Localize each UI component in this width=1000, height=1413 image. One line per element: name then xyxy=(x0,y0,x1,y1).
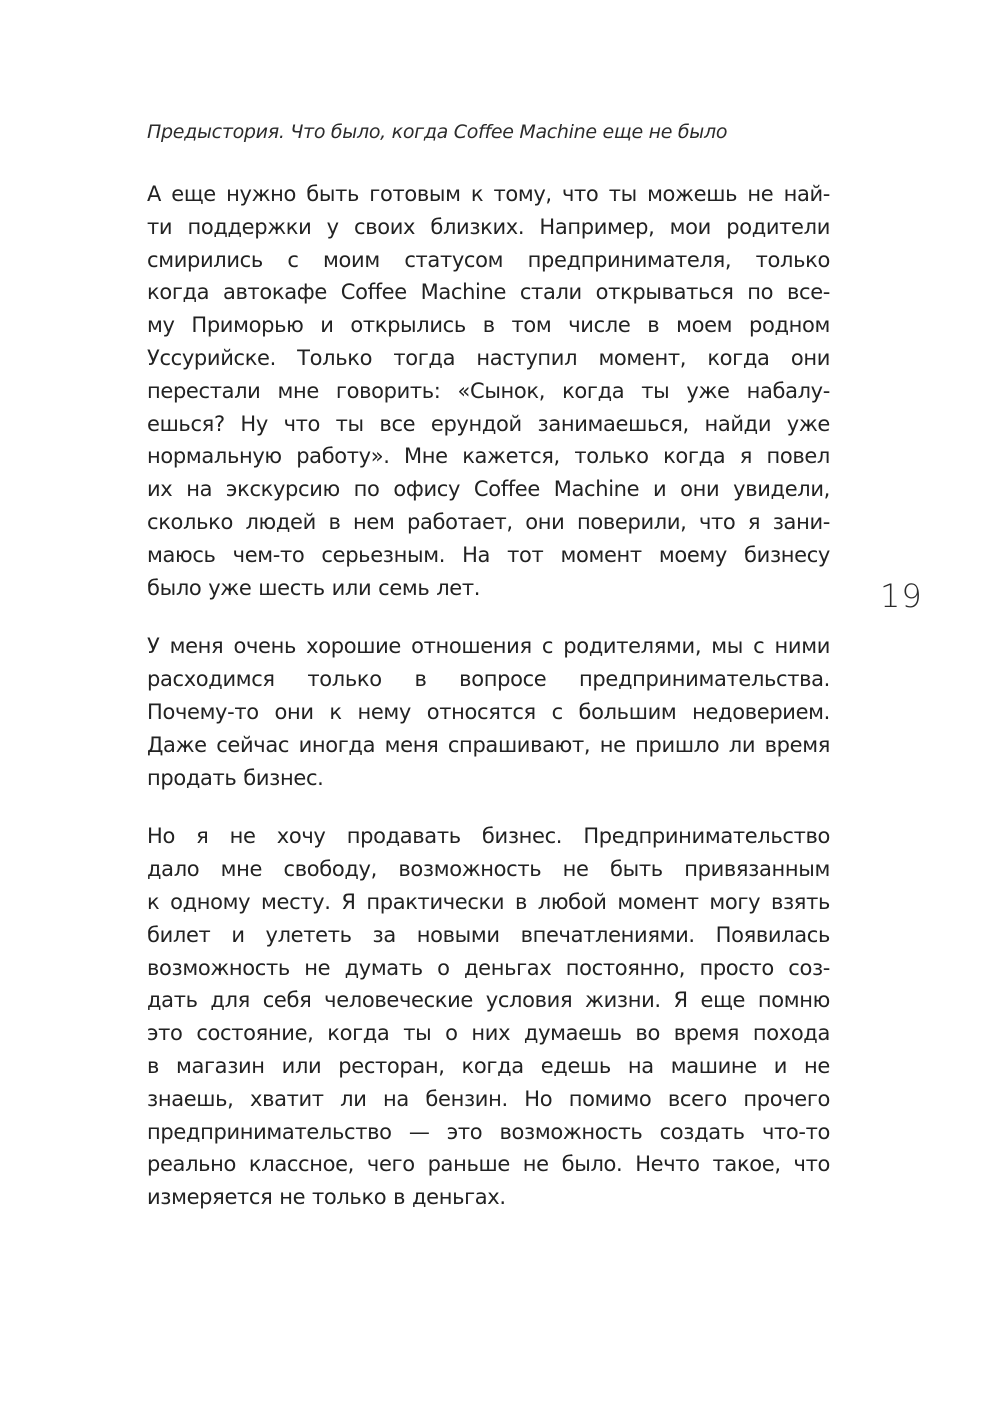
text-line: реально классное, чего раньше не было. Нечто такое, что xyxy=(147,1152,830,1177)
paragraph-3 xyxy=(147,820,830,1214)
text-line: дать для себя человеческие условия жизни. Я еще помню xyxy=(147,988,830,1013)
text-line: Но я не хочу продавать бизнес. Предпринимательство xyxy=(147,824,830,849)
text-line: маюсь чем-то серьезным. На тот момент моему бизнесу xyxy=(147,542,830,567)
page-number: 19 xyxy=(880,577,923,615)
text-line: к одному месту. Я практически в любой момент могу взять xyxy=(147,889,830,914)
text-line: знаешь, хватит ли на бензин. Но помимо всего прочего xyxy=(147,1086,830,1111)
text-line: дало мне свободу, возможность не быть привязанным xyxy=(147,857,830,882)
text-line: расходимся только в вопросе предпринимательства. xyxy=(147,667,830,692)
text-line: А еще нужно быть готовым к тому, что ты можешь не най- xyxy=(147,182,830,206)
text-line: возможность не думать о деньгах постоянно, просто соз- xyxy=(147,955,830,980)
text-line: ешься? Ну что ты все ерундой занимаешься, найди уже xyxy=(147,411,830,436)
text-line: Даже сейчас иногда меня спрашивают, не пришло ли время xyxy=(147,732,830,757)
text-line: ти поддержки у своих близких. Например, мои родители xyxy=(147,214,830,239)
text-line: му Приморью и открылись в том числе в моем родном xyxy=(147,313,830,338)
text-line: когда автокафе Coffee Machine стали открываться по все- xyxy=(147,280,830,305)
text-line: Уссурийске. Только тогда наступил момент, когда они xyxy=(147,345,830,370)
running-header: Предыстория. Что было, когда Coffee Machine еще не было xyxy=(147,121,728,143)
text-line: перестали мне говорить: «Сынок, когда ты уже набалу- xyxy=(147,378,830,403)
text-line: было уже шесть или семь лет. xyxy=(147,575,481,600)
text-line: билет и улететь за новыми впечатлениями. Появилась xyxy=(147,922,830,947)
text-line: в магазин или ресторан, когда едешь на машине и не xyxy=(147,1053,830,1078)
text-line: их на экскурсию по офису Coffee Machine и они увидели, xyxy=(147,477,830,502)
text-line: Почему-то они к нему относятся с большим недоверием. xyxy=(147,699,830,724)
text-line: смирились с моим статусом предпринимателя, только xyxy=(147,247,830,272)
text-line: нормальную работу». Мне кажется, только когда я повел xyxy=(147,444,830,469)
text-line: продать бизнес. xyxy=(147,765,324,790)
paragraph-2 xyxy=(147,630,830,794)
text-line: У меня очень хорошие отношения с родителями, мы с ними xyxy=(147,634,830,659)
text-line: сколько людей в нем работает, они поверили, что я зани- xyxy=(147,509,830,534)
paragraph-1 xyxy=(147,178,830,604)
text-line: предпринимательство — это возможность создать что-то xyxy=(147,1119,830,1144)
body-text xyxy=(147,178,830,1240)
text-line: измеряется не только в деньгах. xyxy=(147,1185,506,1210)
text-line: это состояние, когда ты о них думаешь во время похода xyxy=(147,1021,830,1046)
